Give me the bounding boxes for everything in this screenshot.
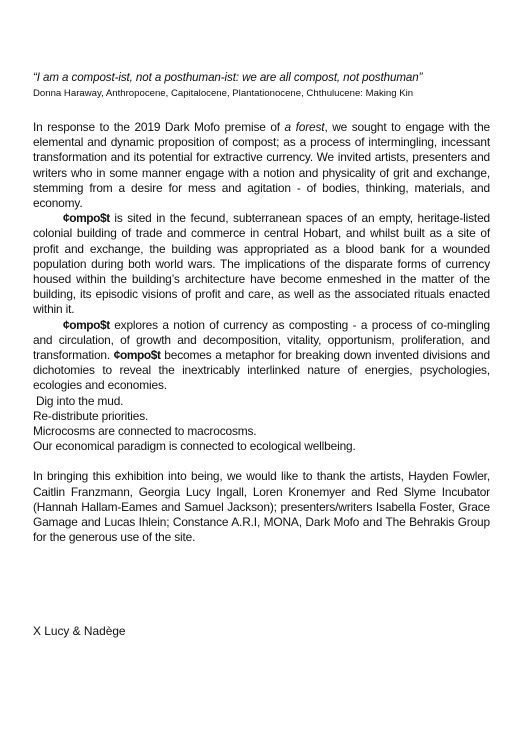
brand-name: ¢ompo$t bbox=[63, 317, 110, 332]
statement-line: Microcosms are connected to macrocosms. bbox=[33, 424, 257, 439]
epigraph-citation: Donna Haraway, Anthropocene, Capitalocene, Plantationocene, Chthulucene: Making Kin bbox=[33, 88, 414, 99]
site-paragraph bbox=[33, 211, 490, 317]
currency-paragraph bbox=[33, 318, 490, 394]
statement-line: Re-distribute priorities. bbox=[33, 408, 149, 423]
brand-name: ¢ompo$t bbox=[113, 348, 161, 363]
site-text: is sited in the fecund, subterranean spaces of an empty, heritage-listed colonial building of trade and commerce in central Hobart, and whilst built as a site of profit and exchange, the building was appropriated as a blood bank for a wounded population during both world wars. The implications of the disparate forms of currency housed within the building’s architecture have become enmeshed in the matter of the building, its episodic visions of profit and care, as well as the associated rituals enacted within it. bbox=[33, 211, 490, 317]
signoff: X Lucy & Nadège bbox=[33, 624, 126, 638]
currency-text-2: becomes a metaphor for breaking down invented divisions and dichotomies to reveal the inextricably interlinked nature of energies, psychologies, ecologies and economies. bbox=[33, 348, 490, 393]
epigraph-quote: “I am a compost-ist, not a posthuman-ist: we are all compost, not posthuman” bbox=[33, 71, 423, 84]
intro-emphasis: a forest bbox=[284, 120, 325, 134]
intro-text-start: In response to the 2019 Dark Mofo premise of bbox=[33, 120, 285, 134]
brand-name: ¢ompo$t bbox=[63, 211, 110, 226]
epigraph bbox=[33, 71, 503, 100]
paragraph-gap bbox=[33, 454, 490, 469]
intro-paragraph bbox=[33, 120, 490, 211]
statement-line: Dig into the mud. bbox=[36, 393, 124, 408]
currency-text-1: explores a notion of currency as composting - a process of co-mingling and circulation, of growth and decomposition, vitality, opportunism, proliferation, and transformation. bbox=[33, 317, 490, 363]
intro-text-end: , we sought to engage with the elemental and dynamic proposition of compost; as a process of intermingling, incessant transformation and its potential for extractive currency. We invited artists, presenters and writers who in some manner engage with a notion and physicality of grit and exchange, stemming from a desire for mess and agitation - of bodies, thinking, materials, and economy. bbox=[33, 120, 490, 211]
statement-line: Our economical paradigm is connected to ecological wellbeing. bbox=[33, 439, 356, 454]
essay-body bbox=[33, 120, 490, 545]
thanks-paragraph: In bringing this exhibition into being, we would like to thank the artists, Hayden Fowler, Caitlin Franzmann, Georgia Lucy Ingall, Loren Kronemyer and Red Slyme Incubator (Hannah Hallam-Eames and Samuel Jackson); presenters/writers Isabella Foster, Grace Gamage and Lucas Ihlein; Constance A.R.I, MONA, Dark Mofo and The Behrakis Group for the generous use of the site. bbox=[33, 469, 490, 545]
